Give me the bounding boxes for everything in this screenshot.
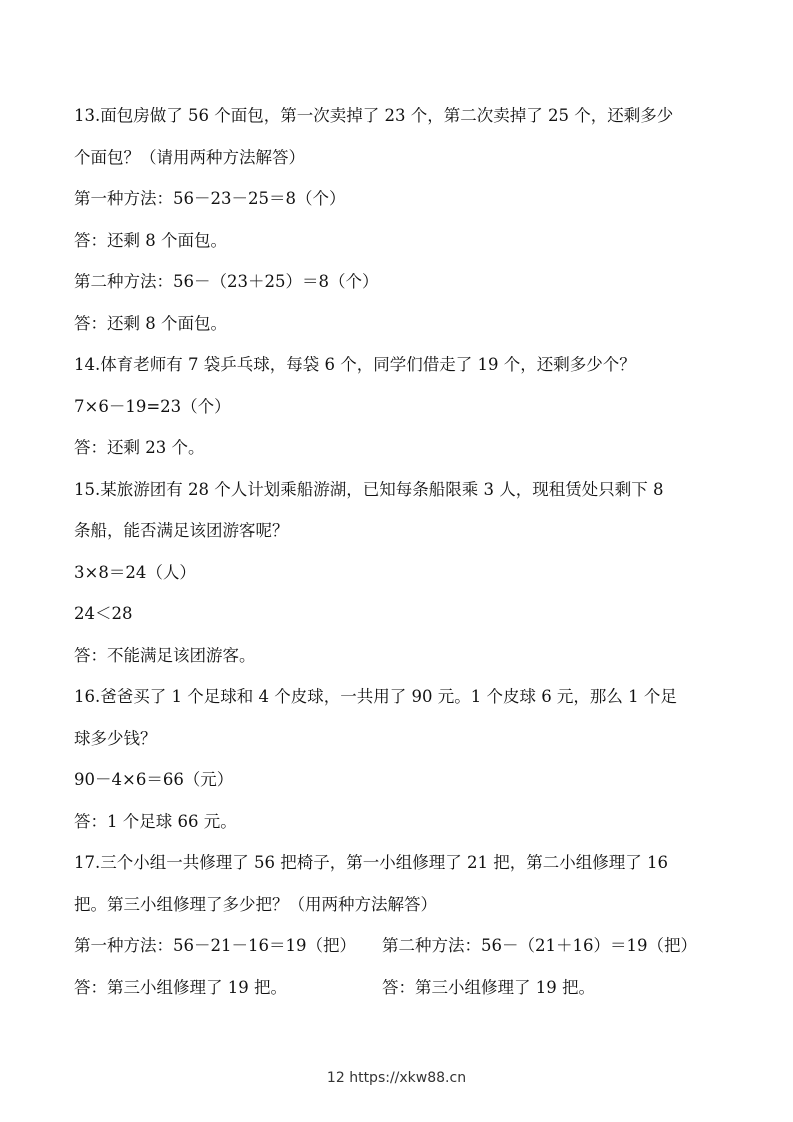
problem-17-methods-row — [74, 932, 724, 974]
problem-17-question-line-1: 17.三个小组一共修理了 56 把椅子，第一小组修理了 21 把，第二小组修理了 16 — [74, 853, 668, 872]
problem-17-question-line-2: 把。第三小组修理了多少把？（用两种方法解答） — [74, 894, 437, 914]
problem-17-answers-row — [74, 974, 724, 1016]
footer-url[interactable]: https://xkw88.cn — [349, 1070, 467, 1086]
page-number: 12 — [326, 1070, 345, 1086]
problem-16-question-line-1: 16.爸爸买了 1 个足球和 4 个皮球，一共用了 90 元。1 个皮球 6 元，那么 1 个足 — [74, 687, 677, 706]
page-footer — [0, 1070, 793, 1086]
problem-15-question-line-1: 15.某旅游团有 28 个人计划乘船游湖，已知每条船限乘 3 人，现租赁处只剩下 8 — [74, 479, 664, 499]
problem-13-question-line-1: 13.面包房做了 56 个面包，第一次卖掉了 23 个，第二次卖掉了 25 个，还剩多少 — [74, 106, 674, 125]
problem-15-question-line-2: 条船，能否满足该团游客呢？ — [74, 521, 289, 540]
problem-13-answer-2: 答：还剩 8 个面包。 — [74, 313, 227, 333]
problem-17-method-1: 第一种方法：56－21－16＝19（把） — [74, 936, 356, 955]
problem-14-answer: 答：还剩 23 个。 — [74, 438, 205, 457]
problem-16-answer: 答：1 个足球 66 元。 — [74, 811, 237, 831]
problem-13-answer-1: 答：还剩 8 个面包。 — [74, 230, 227, 250]
problem-14-question: 14.体育老师有 7 袋乒乓球，每袋 6 个，同学们借走了 19 个，还剩多少个？ — [74, 355, 636, 374]
problem-17-answer-1: 答：第三小组修理了 19 把。 — [74, 977, 287, 997]
problem-17-answer-2: 答：第三小组修理了 19 把。 — [382, 977, 595, 997]
problem-13-question-line-2: 个面包？（请用两种方法解答） — [74, 147, 305, 167]
problem-14-calculation: 7×6－19=23（个） — [74, 396, 231, 416]
problem-17-method-2: 第二种方法：56－（21＋16）＝19（把） — [382, 936, 697, 955]
problem-15-calculation: 3×8＝24（人） — [74, 562, 196, 582]
problem-15-comparison: 24＜28 — [74, 604, 133, 623]
problem-15-answer: 答：不能满足该团游客。 — [74, 645, 256, 665]
worksheet-content — [74, 102, 724, 1015]
problem-13-method-1: 第一种方法：56－23－25＝8（个） — [74, 189, 346, 208]
problem-13-method-2: 第二种方法：56－（23＋25）＝8（个） — [74, 272, 379, 291]
problem-16-calculation: 90－4×6＝66（元） — [74, 770, 234, 789]
problem-16-question-line-2: 球多少钱？ — [74, 728, 157, 748]
